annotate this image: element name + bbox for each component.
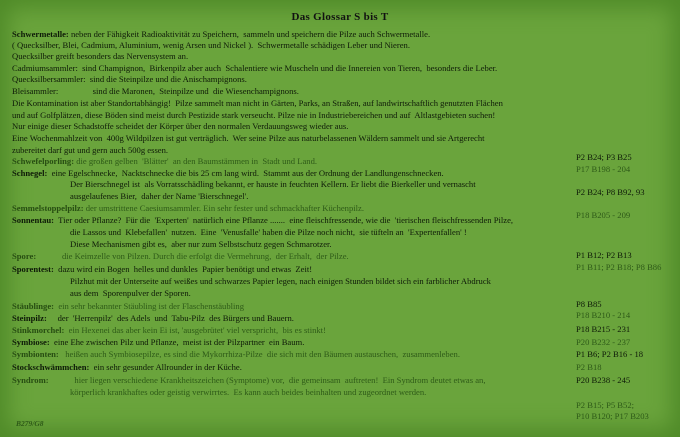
glossary-text: eine Egelschnecke, Nacktschnecke die bis 25 cm lang wird. Stammt aus der Ordnung der Landlungenschnecken. [47, 168, 444, 178]
glossary-text-line [70, 191, 248, 202]
glossary-text-line [70, 179, 476, 190]
glossary-text-line [70, 227, 467, 238]
glossary-text: ein sehr gesunder Allrounder in der Küche. [89, 362, 242, 372]
glossary-term: Schwefelporling: [12, 156, 75, 166]
glossary-entry-line [12, 168, 444, 179]
page-reference: P18 B210 - 214 [576, 310, 631, 320]
glossary-text-line [12, 63, 497, 74]
page-reference: P18 B205 - 209 [576, 210, 631, 220]
glossary-term: Spore: [12, 251, 37, 261]
page-reference: P17 B198 - 204 [576, 164, 631, 174]
glossary-text-line [12, 74, 247, 85]
glossary-text: ein sehr bekannter Stäubling ist der Flaschenstäubling [54, 301, 245, 311]
glossary-entry-line [12, 325, 326, 336]
glossary-text: Bleisammler: sind die Maronen, Steinpilze und die Wiesenchampignons. [12, 86, 299, 96]
glossary-entry-line [12, 29, 430, 40]
glossary-text-line [12, 98, 503, 109]
glossary-term: Semmelstoppelpilz: [12, 203, 84, 213]
glossary-text: Die Kontamination ist aber Standortabhängig! Pilze sammelt man nicht in Gärten, Parks, an Straßen, auf landwirtschaftlich genutzten Flächen [12, 98, 503, 108]
glossary-entry-line [12, 203, 364, 214]
glossary-text-line [70, 276, 491, 287]
glossary-text: aus dem Sporenpulver der Sporen. [70, 288, 191, 298]
page-reference: P10 B120; P17 B203 [576, 411, 649, 421]
glossary-term: Symbiose: [12, 337, 50, 347]
glossary-text: der umstrittene Caesiumsammler. Ein sehr fester und schmackhafter Küchenpilz. [83, 203, 365, 213]
glossary-text: zubereitet darf gut und gern auch 500g essen. [12, 145, 169, 155]
glossary-term: Schnegel: [12, 168, 48, 178]
glossary-text-line [12, 110, 495, 121]
page-reference: P1 B12; P2 B13 [576, 250, 632, 260]
glossary-term: Syndrom: [12, 375, 49, 385]
page-reference: P20 B238 - 245 [576, 375, 631, 385]
glossary-entry-line [12, 349, 460, 360]
glossary-text: neben der Fähigkeit Radioaktivität zu Speichern, sammeln und speichern die Pilze auch Schwermetalle. [68, 29, 431, 39]
glossary-text: Cadmiumsammler: sind Champignon, Birkenpilz aber auch Schalentiere wie Muscheln und die Innereien von Tieren, besonders die Leber. [12, 63, 498, 73]
glossary-text-line [70, 387, 426, 398]
glossary-text: Quecksilbersammler: sind die Steinpilze und die Anischampignons. [12, 74, 247, 84]
glossary-text: ( Quecksilber, Blei, Cadmium, Aluminium, wenig Arsen und Nickel ). Schwermetalle schädigen Leber und Nieren. [12, 40, 410, 50]
glossary-text: Diese Mechanismen gibt es, aber nur zum Selbstschutz gegen Schmarotzer. [70, 239, 332, 249]
page-reference: P1 B6; P2 B16 - 18 [576, 349, 644, 359]
glossary-text: Pilzhut mit der Unterseite auf weißes und schwarzes Papier legen, nach einigen Stunden bildet sich ein farblicher Abdruck [70, 276, 491, 286]
glossary-term: Schwermetalle: [12, 29, 69, 39]
glossary-text: die großen gelben 'Blätter' an den Baumstämmen in Stadt und Land. [74, 156, 318, 166]
glossary-text: Der Bierschnegel ist als Vorratsschädling bekannt, er hauste in feuchten Kellern. Er liebt die Bierkeller und vernascht [70, 179, 476, 189]
page-code: B279/G8 [16, 419, 44, 428]
glossary-text: der 'Herrenpilz' des Adels und Tabu-Pilz des Bürgers und Bauern. [46, 313, 294, 323]
glossary-text: und auf Golfplätzen, diese Böden sind meist durch Pestizide stark verseucht. Pilze nie in Industriebereichen und auf Altlastgebieten suchen! [12, 110, 496, 120]
glossary-text: hier liegen verschiedene Krankheitszeichen (Symptome) vor, die gemeinsam auftreten! Ein Syndrom deutet etwas an, [48, 375, 486, 385]
glossary-text: Nur einige dieser Schadstoffe scheidet der Körper über den normalen Verdauungsweg wieder aus. [12, 121, 349, 131]
page-reference: P2 B18 [576, 362, 602, 372]
glossary-text: ein Hexenei das aber kein Ei ist, 'ausgebrütet' viel verspricht, bis es stinkt! [64, 325, 326, 335]
glossary-entry-line [12, 301, 244, 312]
glossary-text: die Keimzelle von Pilzen. Durch die erfolgt die Vermehrung, der Erhalt, der Pilze. [36, 251, 349, 261]
glossary-entry-line [12, 264, 312, 275]
glossary-entry-line [12, 313, 294, 324]
page-reference: P20 B232 - 237 [576, 337, 631, 347]
page-reference: P1 B11; P2 B18; P8 B86 [576, 262, 662, 272]
glossary-term: Sporentest: [12, 264, 54, 274]
page-reference: P2 B24; P3 B25 [576, 152, 632, 162]
page-reference: P2 B24; P8 B92, 93 [576, 187, 645, 197]
glossary-text-line [12, 145, 168, 156]
glossary-text: körperlich krankhaftes oder geistig verwirrtes. Es kann auch beides beinhalten und zugeordnet werden. [70, 387, 427, 397]
page-reference: P8 B85 [576, 299, 602, 309]
glossary-entry-line [12, 215, 513, 226]
glossary-term: Symbionten: [12, 349, 59, 359]
glossary-text: eine Ehe zwischen Pilz und Pflanze, meist ist der Pilzpartner ein Baum. [49, 337, 305, 347]
glossary-text-line [12, 133, 485, 144]
glossary-entry-line [12, 375, 485, 386]
glossary-text-line [70, 239, 332, 250]
page-reference: P2 B15; P5 B52; [576, 400, 635, 410]
page-title: Das Glossar S bis T [291, 11, 389, 23]
glossary-term: Steinpilz: [12, 313, 47, 323]
glossary-text: Tier oder Pflanze? Für die 'Experten' natürlich eine Pflanze ....... eine fleischfressende, wie die 'tierischen fleischfressenden Pilze, [54, 215, 514, 225]
glossary-text: die Lassos und Klebefallen' nutzen. Eine 'Venusfalle' haben die Pilze noch nicht, sie tüfteln an 'Expertenfallen' ! [70, 227, 467, 237]
glossary-text: Quecksilber greift besonders das Nervensystem an. [12, 51, 189, 61]
glossary-text-line [12, 86, 299, 97]
glossary-text-line [12, 40, 410, 51]
glossary-term: Stäublinge: [12, 301, 55, 311]
glossary-term: Sonnentau: [12, 215, 55, 225]
glossary-text-line [70, 288, 191, 299]
glossary-text: dazu wird ein Bogen helles und dunkles Papier benötigt und etwas Zeit! [53, 264, 313, 274]
page-reference: P18 B215 - 231 [576, 324, 631, 334]
glossary-text: ausgelaufenes Bier, daher der Name 'Bierschnegel'. [70, 191, 249, 201]
glossary-text: Eine Wochenmahlzeit von 400g Wildpilzen ist gut verträglich. Wer seine Pilze aus naturbelassenen Wäldern sammelt und sie Artgerecht [12, 133, 485, 143]
glossary-text-line [12, 121, 348, 132]
glossary-text-line [12, 51, 188, 62]
glossary-entry-line [12, 156, 317, 167]
glossary-entry-line [12, 362, 242, 373]
glossary-entry-line [12, 251, 349, 262]
glossary-entry-line [12, 337, 304, 348]
glossary-text: heißen auch Symbiosepilze, es sind die Mykorrhiza-Pilze die sich mit den Bäumen austauschen, zusammenleben. [58, 349, 460, 359]
glossary-term: Stinkmorchel: [12, 325, 65, 335]
glossary-term: Stockschwämmchen: [12, 362, 90, 372]
